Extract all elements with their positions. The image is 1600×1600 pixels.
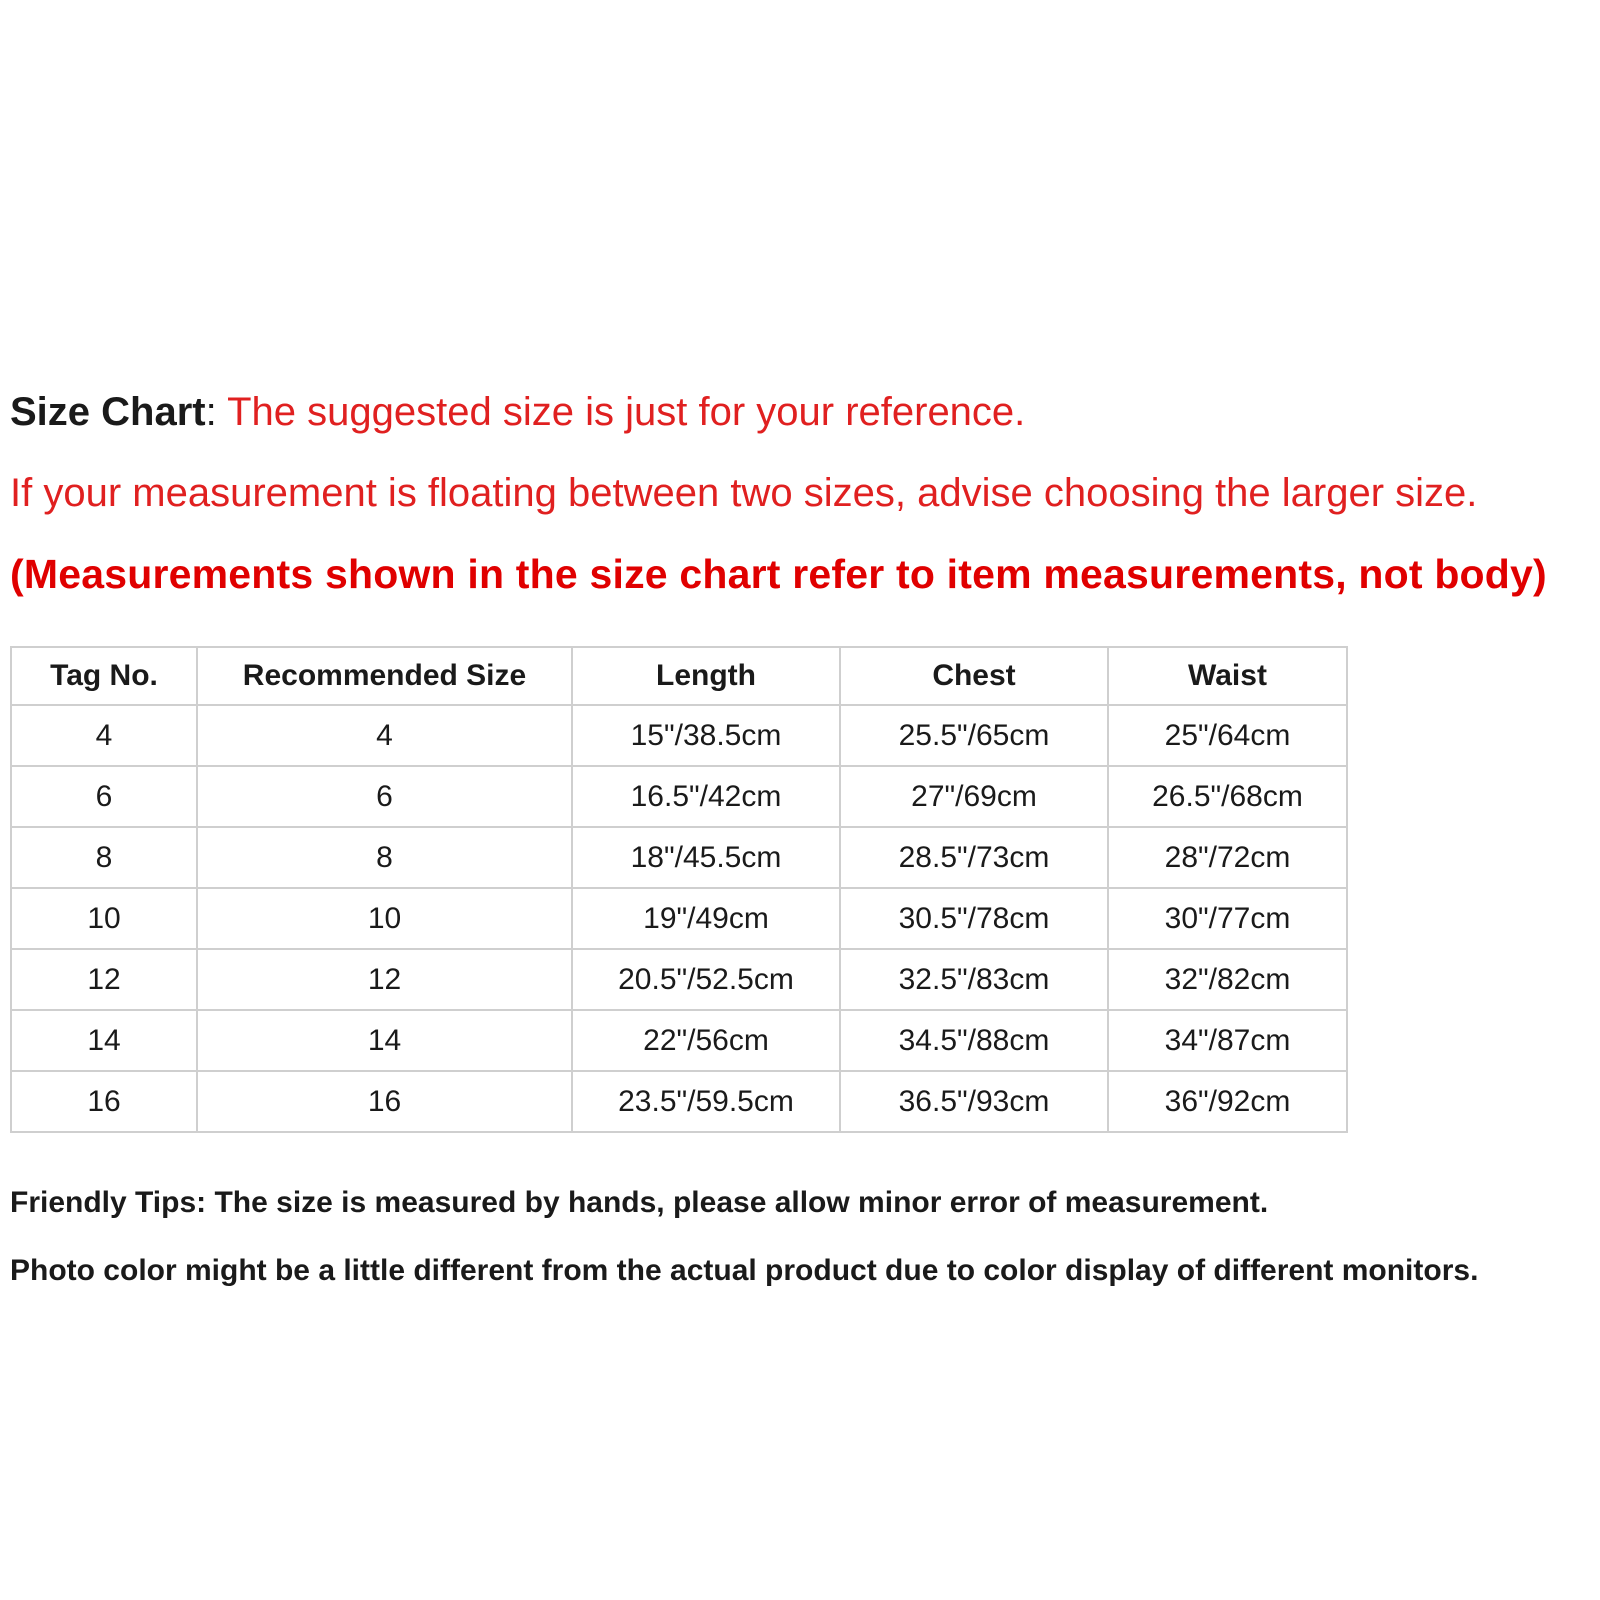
- table-row: [11, 705, 1347, 766]
- cell-chest: 27"/69cm: [840, 766, 1108, 827]
- cell-recommended-size: 8: [197, 827, 572, 888]
- table-header-row: [11, 647, 1347, 705]
- size-chart-heading: [10, 390, 1025, 435]
- cell-waist: 32"/82cm: [1108, 949, 1347, 1010]
- cell-chest: 32.5"/83cm: [840, 949, 1108, 1010]
- reference-note: The suggested size is just for your reference.: [216, 390, 1026, 434]
- table-row: [11, 888, 1347, 949]
- cell-chest: 30.5"/78cm: [840, 888, 1108, 949]
- cell-tag-no: 10: [11, 888, 197, 949]
- cell-chest: 36.5"/93cm: [840, 1071, 1108, 1132]
- cell-recommended-size: 10: [197, 888, 572, 949]
- cell-waist: 26.5"/68cm: [1108, 766, 1347, 827]
- cell-tag-no: 4: [11, 705, 197, 766]
- table-row: [11, 1010, 1347, 1071]
- cell-length: 15"/38.5cm: [572, 705, 840, 766]
- cell-waist: 30"/77cm: [1108, 888, 1347, 949]
- cell-tag-no: 12: [11, 949, 197, 1010]
- table-row: [11, 766, 1347, 827]
- cell-recommended-size: 4: [197, 705, 572, 766]
- cell-waist: 34"/87cm: [1108, 1010, 1347, 1071]
- cell-chest: 25.5"/65cm: [840, 705, 1108, 766]
- cell-length: 20.5"/52.5cm: [572, 949, 840, 1010]
- size-table: [10, 646, 1348, 1133]
- cell-length: 16.5"/42cm: [572, 766, 840, 827]
- cell-length: 18"/45.5cm: [572, 827, 840, 888]
- cell-tag-no: 8: [11, 827, 197, 888]
- cell-length: 19"/49cm: [572, 888, 840, 949]
- cell-tag-no: 16: [11, 1071, 197, 1132]
- cell-recommended-size: 6: [197, 766, 572, 827]
- table-row: [11, 827, 1347, 888]
- table-row: [11, 949, 1347, 1010]
- header-recommended-size: Recommended Size: [197, 647, 572, 705]
- table-row: [11, 1071, 1347, 1132]
- cell-waist: 25"/64cm: [1108, 705, 1347, 766]
- photo-color-note: Photo color might be a little different from the actual product due to color display of different monitors.: [10, 1254, 1479, 1287]
- header-waist: Waist: [1108, 647, 1347, 705]
- cell-recommended-size: 14: [197, 1010, 572, 1071]
- cell-waist: 28"/72cm: [1108, 827, 1347, 888]
- friendly-tips: Friendly Tips: The size is measured by hands, please allow minor error of measurement.: [10, 1186, 1269, 1219]
- cell-recommended-size: 12: [197, 949, 572, 1010]
- size-chart-label: Size Chart: [10, 390, 206, 434]
- cell-waist: 36"/92cm: [1108, 1071, 1347, 1132]
- cell-tag-no: 14: [11, 1010, 197, 1071]
- header-tag-no: Tag No.: [11, 647, 197, 705]
- cell-chest: 28.5"/73cm: [840, 827, 1108, 888]
- header-length: Length: [572, 647, 840, 705]
- cell-length: 23.5"/59.5cm: [572, 1071, 840, 1132]
- heading-colon: :: [205, 390, 217, 434]
- header-chest: Chest: [840, 647, 1108, 705]
- measurement-disclaimer: (Measurements shown in the size chart refer to item measurements, not body): [10, 551, 1547, 597]
- cell-recommended-size: 16: [197, 1071, 572, 1132]
- cell-length: 22"/56cm: [572, 1010, 840, 1071]
- sizing-advice: If your measurement is floating between two sizes, advise choosing the larger size.: [10, 471, 1478, 515]
- cell-chest: 34.5"/88cm: [840, 1010, 1108, 1071]
- cell-tag-no: 6: [11, 766, 197, 827]
